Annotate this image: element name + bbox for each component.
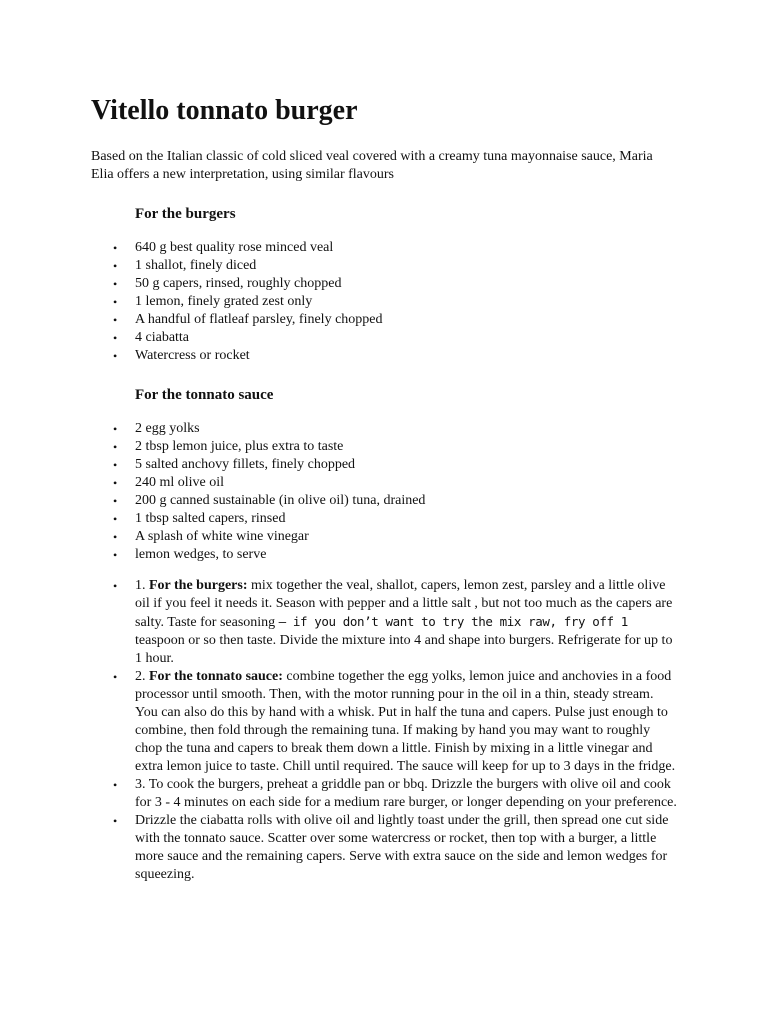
- bullet-icon: •: [113, 259, 118, 273]
- method-step-2: • 2. For the tonnato sauce: combine together the egg yolks, lemon juice and anchovies in a food processor until smooth. Then, with the motor running pour in the oil in a thin, steady stream. You can also do this by hand with a whisk. Put in half the tuna and capers. Pulse just enough to combine, then fold through the remaining tuna. If making by hand you may want to roughly chop the tuna and capers to break them down a little. Finish by mixing in a little vinegar and extra lemon juice to taste. Chill until required. The sauce will keep for up to 3 days in the fridge.: [113, 669, 676, 774]
- bullet-icon: •: [113, 579, 118, 593]
- bullet-icon: •: [113, 241, 118, 255]
- list-item: • A handful of flatleaf parsley, finely chopped: [113, 312, 383, 327]
- list-item: • 2 tbsp lemon juice, plus extra to taste: [113, 439, 344, 454]
- list-item: • lemon wedges, to serve: [113, 547, 267, 562]
- step-number: 1.: [135, 578, 146, 593]
- method-step-4: • Drizzle the ciabatta rolls with olive oil and lightly toast under the grill, then spread one cut side with the tonnato sauce. Scatter over some watercress or rocket, then top with a burger, a little more sauce and the remaining capers. Serve with extra sauce on the side and lemon wedges for squeezing.: [113, 813, 669, 882]
- list-item: • 640 g best quality rose minced veal: [113, 240, 334, 255]
- sauce-heading: For the tonnato sauce: [135, 387, 274, 403]
- bullet-icon: •: [113, 476, 118, 490]
- list-item: • 1 shallot, finely diced: [113, 258, 257, 273]
- method-list: [91, 577, 691, 884]
- list-item: • 200 g canned sustainable (in olive oil) tuna, drained: [113, 493, 426, 508]
- list-item: • 5 salted anchovy fillets, finely chopped: [113, 457, 356, 472]
- burgers-heading: For the burgers: [135, 206, 236, 222]
- list-item: • Watercress or rocket: [113, 348, 250, 363]
- list-item: • 2 egg yolks: [113, 421, 200, 436]
- bullet-icon: •: [113, 440, 118, 454]
- method-step-3: • 3. To cook the burgers, preheat a griddle pan or bbq. Drizzle the burgers with olive oil and cook for 3 - 4 minutes on each side for a medium rare burger, or longer depending on your preference.: [113, 777, 677, 810]
- list-item: • 1 tbsp salted capers, rinsed: [113, 511, 286, 526]
- bullet-icon: •: [113, 670, 118, 684]
- list-item: • A splash of white wine vinegar: [113, 529, 309, 544]
- intro-paragraph: Based on the Italian classic of cold sliced veal covered with a creamy tuna mayonnaise sauce, Maria Elia offers a new interpretation, using similar flavours: [91, 149, 653, 182]
- bullet-icon: •: [113, 349, 118, 363]
- step-heading: For the tonnato sauce:: [149, 669, 283, 684]
- bullet-icon: •: [113, 512, 118, 526]
- list-item: • 1 lemon, finely grated zest only: [113, 294, 313, 309]
- step-number: 2.: [135, 669, 146, 684]
- sauce-ingredient-list: [91, 420, 691, 564]
- bullet-icon: •: [113, 814, 118, 828]
- bullet-icon: •: [113, 530, 118, 544]
- list-item: • 240 ml olive oil: [113, 475, 225, 490]
- bullet-icon: •: [113, 295, 118, 309]
- bullet-icon: •: [113, 778, 118, 792]
- bullet-icon: •: [113, 548, 118, 562]
- list-item: • 4 ciabatta: [113, 330, 190, 345]
- step-heading: For the burgers:: [149, 578, 248, 593]
- recipe-page: [91, 92, 691, 884]
- bullet-icon: •: [113, 277, 118, 291]
- bullet-icon: •: [113, 494, 118, 508]
- method-step-1: • 1. For the burgers: mix together the veal, shallot, capers, lemon zest, parsley and a little olive oil if you feel it needs it. Season with pepper and a little salt , but not too much as the capers are salty. Taste for seasoning – if you don’t want to try the mix raw, fry off 1 teaspoon or so then taste. Divide the mixture into 4 and shape into burgers. Refrigerate for up to 1 hour.: [113, 578, 673, 666]
- bullet-icon: •: [113, 331, 118, 345]
- bullet-icon: •: [113, 313, 118, 327]
- bullet-icon: •: [113, 422, 118, 436]
- page-title: Vitello tonnato burger: [91, 95, 358, 126]
- bullet-icon: •: [113, 458, 118, 472]
- list-item: • 50 g capers, rinsed, roughly chopped: [113, 276, 342, 291]
- burgers-ingredient-list: [91, 239, 691, 365]
